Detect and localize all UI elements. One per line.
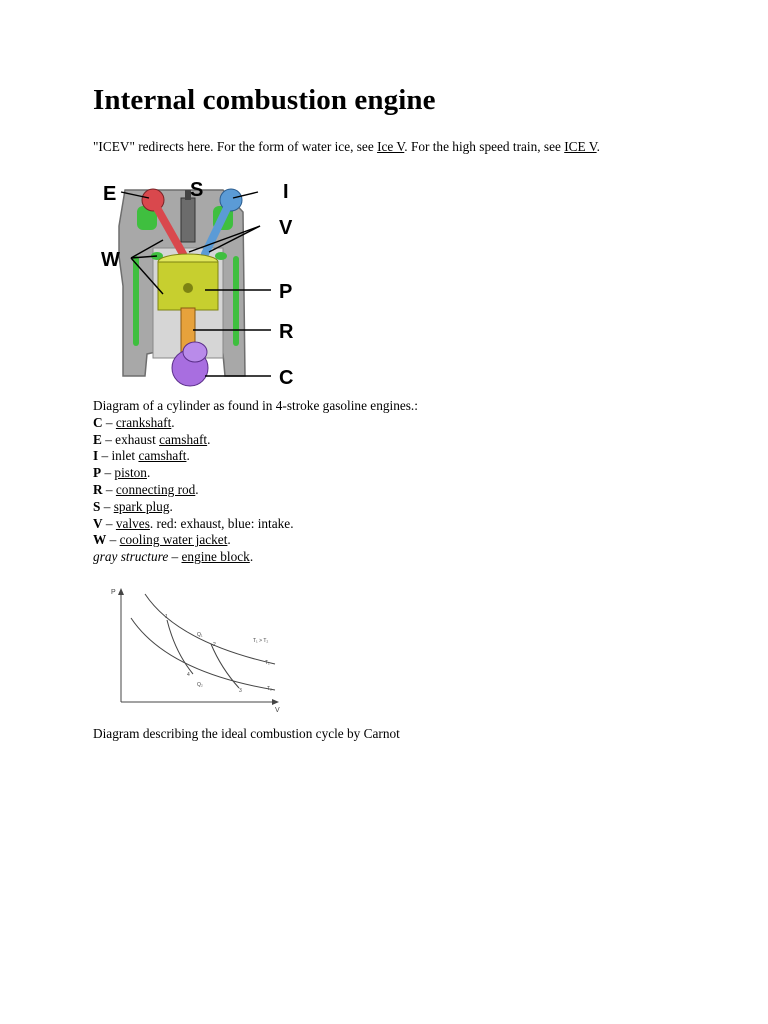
label-c: C [279, 367, 294, 389]
caption-item: S – spark plug. [93, 498, 173, 514]
link-ice-v-train[interactable]: ICE V [564, 139, 597, 154]
pv-point-4: 4 [187, 672, 190, 678]
label-e: E [103, 183, 117, 205]
pv-point-1: 1 [165, 614, 168, 620]
label-s: S [190, 179, 204, 201]
pv-q1: Q₁ [197, 632, 203, 638]
label-p: P [279, 281, 293, 303]
engine-diagram-caption [93, 398, 683, 566]
caption-link[interactable]: camshaft [159, 431, 208, 447]
label-w: W [101, 249, 120, 271]
caption-link[interactable]: camshaft [138, 448, 187, 464]
pv-q2: Q₂ [197, 682, 203, 688]
carnot-pv-diagram [107, 584, 282, 716]
pv-t1: T₁ [265, 660, 270, 666]
redirect-hatnote: "ICEV" redirects here. For the form of water ice, see Ice V. For the high speed train, see ICE V. [93, 139, 600, 154]
link-engine-block[interactable]: engine block [181, 549, 250, 565]
water-jacket-port-right [215, 252, 227, 260]
pv-t2: T₂ [267, 686, 272, 692]
caption-link[interactable]: piston [114, 465, 147, 481]
pv-y-label: P [111, 589, 116, 596]
caption-item-gray-structure: gray structure – engine block. [93, 549, 254, 565]
pv-diagram-caption: Diagram describing the ideal combustion cycle by Carnot [93, 726, 400, 741]
pv-x-label: V [275, 707, 280, 714]
pv-point-2: 2 [213, 642, 216, 648]
label-v: V [279, 217, 293, 239]
caption-link[interactable]: spark plug [113, 498, 170, 514]
water-jacket-left [133, 256, 139, 346]
water-jacket-right [233, 256, 239, 346]
isotherm-t2 [131, 618, 275, 690]
caption-item: P – piston. [93, 465, 151, 481]
caption-item: E – exhaust camshaft. [93, 431, 211, 447]
caption-link[interactable]: crankshaft [115, 414, 172, 430]
caption-link[interactable]: cooling water jacket [119, 532, 228, 548]
caption-item: C – crankshaft. [93, 414, 175, 430]
caption-item: W – cooling water jacket. [93, 532, 231, 548]
adiabat-a [167, 620, 193, 674]
link-ice-v[interactable]: Ice V [377, 139, 405, 154]
spark-plug [181, 198, 195, 242]
caption-intro: Diagram of a cylinder as found in 4-stroke gasoline engines.: [93, 398, 418, 413]
caption-link[interactable]: valves [115, 515, 150, 531]
label-r: R [279, 321, 294, 343]
caption-item: I – inlet camshaft. [93, 448, 190, 464]
isotherm-t1 [145, 594, 275, 664]
page-title: Internal combustion engine [93, 84, 436, 116]
label-i: I [283, 181, 289, 203]
engine-cylinder-diagram [93, 176, 308, 394]
pv-relation: T₁ > T₂ [253, 638, 269, 644]
caption-item: R – connecting rod. [93, 481, 199, 497]
pv-point-3: 3 [239, 688, 242, 694]
caption-item: V – valves. red: exhaust, blue: intake. [93, 515, 294, 531]
caption-link[interactable]: connecting rod [115, 481, 196, 497]
